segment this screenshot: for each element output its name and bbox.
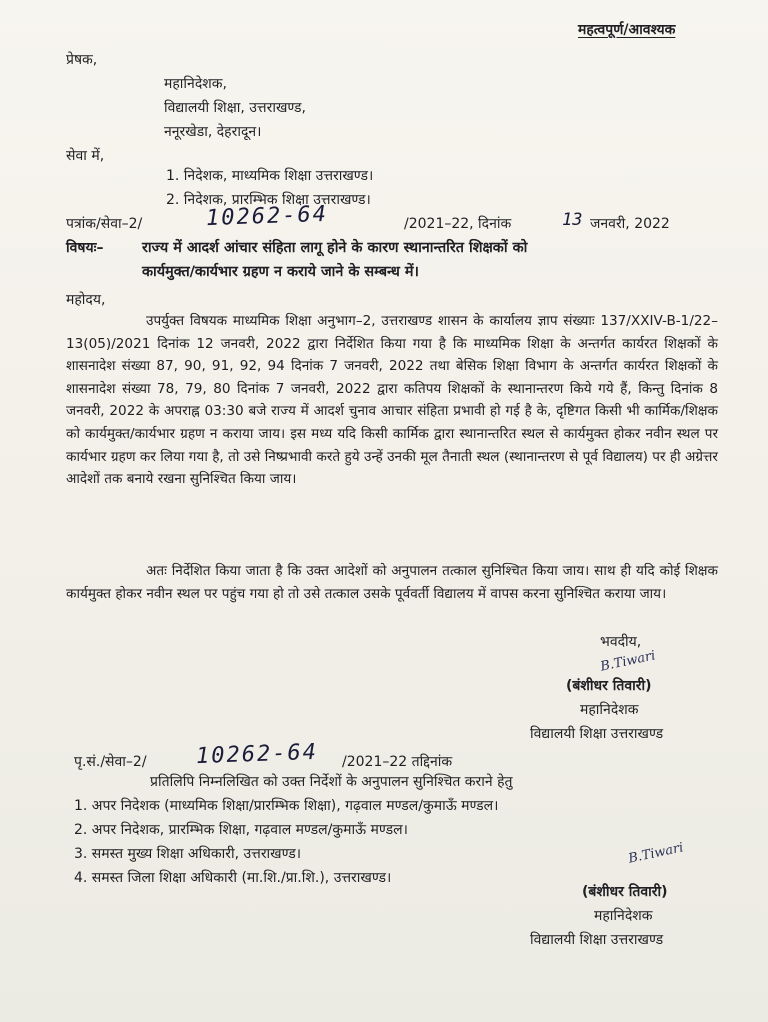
subject-line: राज्य में आदर्श आंचार संहिता लागू होने के कारण स्थानान्तरित शिक्षकों को <box>142 240 528 256</box>
signature-scrawl: B.Tiwari <box>627 840 685 867</box>
copy-item: 4. समस्त जिला शिक्षा अधिकारी (मा.शि./प्रा.शि.), उत्तराखण्ड। <box>74 870 392 886</box>
signatory-name: (बंशीधर तिवारी) <box>566 678 652 694</box>
sender-line: विद्यालयी शिक्षा, उत्तराखण्ड, <box>164 100 306 116</box>
closing: भवदीय, <box>600 634 642 650</box>
copy-item: 3. समस्त मुख्य शिक्षा अधिकारी, उत्तराखण्ड। <box>74 846 302 862</box>
signatory-name: (बंशीधर तिवारी) <box>582 884 668 900</box>
copy-intro: प्रतिलिपि निम्नलिखित को उक्त निर्देशों के अनुपालन सुनिश्चित कराने हेतु <box>150 774 513 790</box>
subject-line: कार्यमुक्त/कार्यभार ग्रहण न कराये जाने के सम्बन्ध में। <box>142 264 419 280</box>
copy-item: 2. अपर निदेशक, प्रारम्भिक शिक्षा, गढ़वाल मण्डल/कुमाऊँ मण्डल। <box>74 822 408 838</box>
reference-number-handwritten: 10262-64 <box>205 201 329 232</box>
subject-label: विषयः– <box>66 240 104 256</box>
signatory-office: विद्यालयी शिक्षा उत्तराखण्ड <box>530 932 664 948</box>
recipient-item: 2. निदेशक, प्रारम्भिक शिक्षा उत्तराखण्ड। <box>166 192 371 208</box>
body-paragraph-2: अतः निर्देशित किया जाता है कि उक्त आदेशों को अनुपालन तत्काल सुनिश्चित किया जाय। साथ ही यदि कोई शिक्षक कार्यमुक्त होकर नवीन स्थल पर पहुंच गया हो तो उसे तत्काल उसके पूर्ववर्ती विद्यालय में वापस करना सुनिश्चित कराया जाय। <box>66 563 718 602</box>
signature-scrawl: B.Tiwari <box>599 648 657 675</box>
sender-line: महानिदेशक, <box>164 76 227 92</box>
reference-prefix: पत्रांक/सेवा–2/ <box>66 216 143 232</box>
copy-number-handwritten: 10262-64 <box>195 739 319 770</box>
copy-item: 1. अपर निदेशक (माध्यमिक शिक्षा/प्रारम्भिक शिक्षा), गढ़वाल मण्डल/कुमाऊँ मण्डल। <box>74 798 499 814</box>
reference-date: जनवरी, 2022 <box>590 216 670 232</box>
signatory-designation: महानिदेशक <box>580 702 639 718</box>
salutation: महोदय, <box>66 292 106 308</box>
recipient-item: 1. निदेशक, माध्यमिक शिक्षा उत्तराखण्ड। <box>166 168 374 184</box>
reference-day-handwritten: 13 <box>562 210 583 230</box>
recipient-label: सेवा में, <box>66 148 105 164</box>
sender-label: प्रेषक, <box>66 52 98 68</box>
signatory-office: विद्यालयी शिक्षा उत्तराखण्ड <box>530 726 664 742</box>
copy-suffix: /2021–22 तद्दिनांक <box>342 754 453 770</box>
signatory-designation: महानिदेशक <box>594 908 653 924</box>
priority-label: महत्वपूर्ण/आवश्यक <box>578 22 676 38</box>
reference-suffix: /2021–22, दिनांक <box>404 216 512 232</box>
sender-line: ननूरखेडा, देहरादून। <box>164 124 262 140</box>
copy-prefix: पृ.सं./सेवा–2/ <box>74 754 147 770</box>
body-paragraph-1: उपर्युक्त विषयक माध्यमिक शिक्षा अनुभाग–2, उत्तराखण्ड शासन के कार्यालय ज्ञाप संख्याः 137/XXIV-B-1/22–13(05)/2021 दिनांक 12 जनवरी, 2022 द्वारा निर्देशित किया गया है कि माध्यमिक शिक्षा के अन्तर्गत कार्यरत शिक्षकों के शासनादेश संख्या 87, 90, 91, 92, 94 दिनांक 7 जनवरी, 2022 तथा बेसिक शिक्षा विभाग के अन्तर्गत कार्यरत शिक्षकों के शासनादेश संख्या 78, 79, 80 दिनांक 7 जनवरी, 2022 द्वारा कतिपय शिक्षकों के स्थानान्तरण किये गये हैं, किन्तु दिनांक 8 जनवरी, 2022 के अपराह्न 03:30 बजे राज्य में आदर्श चुनाव आचार संहिता प्रभावी हो गई है के, दृष्टिगत किसी भी कार्मिक/शिक्षक को कार्यमुक्त/कार्यभार ग्रहण न कराया जाय। इस मध्य यदि किसी कार्मिक द्वारा स्थानान्तरित स्थल से कार्यमुक्त होकर नवीन स्थल पर कार्यभार ग्रहण कर लिया गया है, तो उसे निष्प्रभावी करते हुये उन्हें उनकी मूल तैनाती स्थल (स्थानान्तरण से पूर्व विद्यालय) पर ही अग्रेत्तर आदेशों तक बनाये रखना सुनिश्चित किया जाय। <box>66 313 718 488</box>
